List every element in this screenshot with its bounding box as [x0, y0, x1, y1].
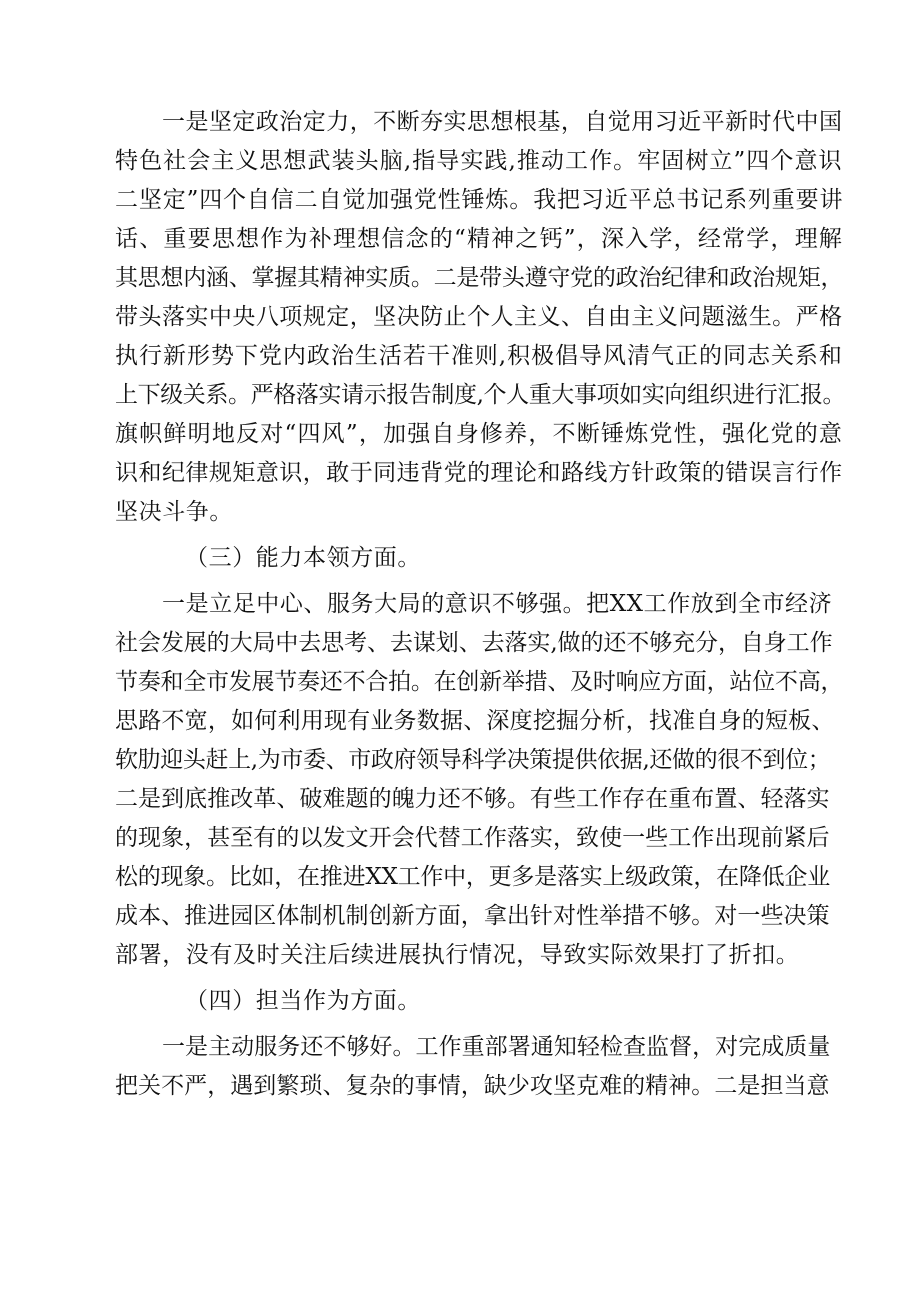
paragraph-line: 执行新形势下党内政治生活若干准则,积极倡导风清气正的同志关系和 [115, 343, 843, 369]
paragraph-line: 上下级关系。严格落实请示报告制度,个人重大事项如实向组织进行汇报。 [115, 382, 846, 408]
section-heading: （四）担当作为方面。 [185, 988, 421, 1014]
paragraph-line: 思路不宽，如何利用现有业务数据、深度挖掘分析，找准自身的短板、 [115, 708, 835, 734]
paragraph-line: 一是坚定政治定力，不断夯实思想根基，自觉用习近平新时代中国 [162, 109, 843, 135]
paragraph-line: 识和纪律规矩意识，敢于同违背党的理论和路线方针政策的错误言行作 [115, 460, 843, 486]
paragraph-line: 一是主动服务还不够好。工作重部署通知轻检查监督，对完成质量 [162, 1034, 831, 1060]
paragraph-line: 特色社会主义思想武装头脑,指导实践,推动工作。牢固树立”四个意识 [115, 148, 843, 174]
paragraph-line: 二是到底推改革、破难题的魄力还不够。有些工作存在重布置、轻落实 [115, 786, 830, 812]
paragraph-line: 节奏和全市发展节奏还不合拍。在创新举措、及时响应方面，站位不高， [115, 669, 844, 695]
paragraph-line: 社会发展的大局中去思考、去谋划、去落实,做的还不够充分，自身工作 [115, 630, 833, 656]
paragraph-line: 松的现象。比如，在推进XX工作中，更多是落实上级政策，在降低企业 [115, 864, 830, 890]
paragraph-line: 坚决斗争。 [115, 499, 233, 525]
paragraph-line: 成本、推进园区体制机制创新方面，拿出针对性举措不够。对一些决策 [115, 903, 830, 929]
paragraph-line: 带头落实中央八项规定，坚决防止个人主义、自由主义问题滋生。严格 [115, 304, 843, 330]
paragraph-line: 旗帜鲜明地反对“四风”，加强自身修养，不断锤炼党性，强化党的意 [115, 421, 844, 447]
paragraph-line: 一是立足中心、服务大局的意识不够强。把XX工作放到全市经济 [162, 591, 833, 617]
paragraph-line: 话、重要思想作为补理想信念的“精神之钙”，深入学，经常学，理解 [115, 226, 844, 252]
paragraph-line: 其思想内涵、掌握其精神实质。二是带头遵守党的政治纪律和政治规矩， [115, 265, 844, 291]
paragraph-line: 二坚定”四个自信二自觉加强党性锤炼。我把习近平总书记系列重要讲 [115, 187, 844, 213]
section-heading: （三）能力本领方面。 [185, 545, 421, 571]
paragraph-line: 部署，没有及时关注后续进展执行情况，导致实际效果打了折扣。 [115, 942, 800, 968]
paragraph-line: 软肋迎头赶上,为市委、市政府领导科学决策提供依据,还做的很不到位； [115, 747, 831, 773]
paragraph-line: 的现象，甚至有的以发文开会代替工作落实，致使一些工作出现前紧后 [115, 825, 830, 851]
paragraph-line: 把关不严，遇到繁琐、复杂的事情，缺少攻坚克难的精神。二是担当意 [115, 1073, 830, 1099]
